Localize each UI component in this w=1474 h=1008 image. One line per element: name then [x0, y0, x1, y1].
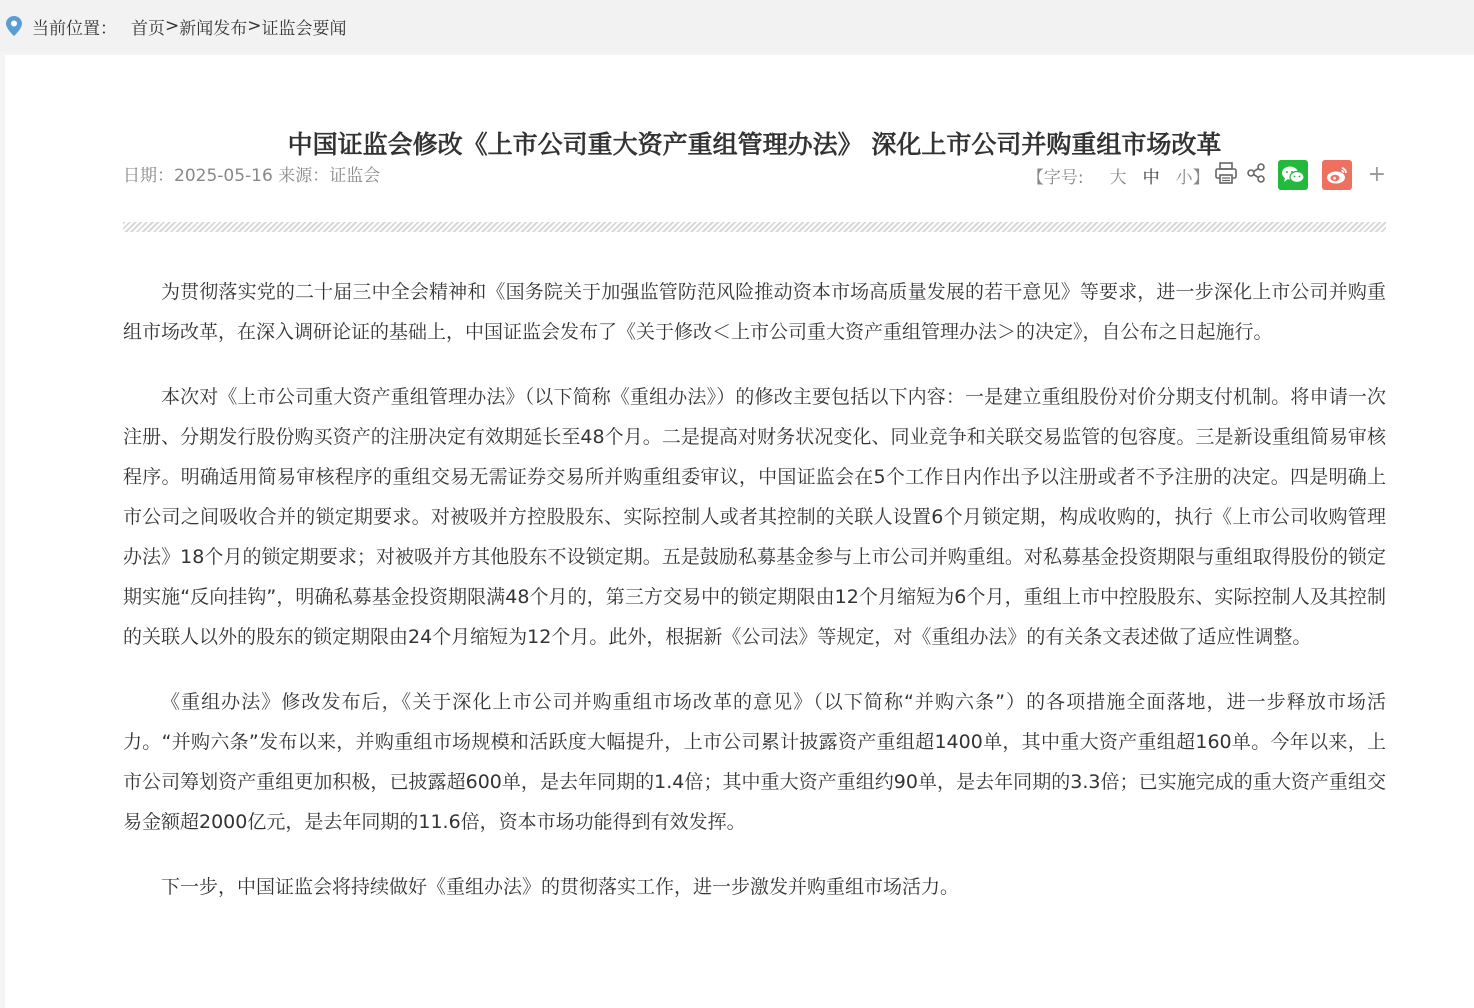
- article-title: 中国证监会修改《上市公司重大资产重组管理办法》 深化上市公司并购重组市场改革: [287, 130, 1222, 159]
- article-paragraph: 本次对《上市公司重大资产重组管理办法》（以下简称《重组办法》）的修改主要包括以下内容：一是建立重组股份对价分期支付机制。将申请一次注册、分期发行股份购买资产的注册决定有效期延长至48个月。二是提高对财务状况变化、同业竞争和关联交易监管的包容度。三是新设重组简易审核程序。明确适用简易审核程序的重组交易无需证券交易所并购重组委审议，中国证监会在5个工作日内作出予以注册或者不予注册的决定。四是明确上市公司之间吸收合并的锁定期要求。对被吸并方控股股东、实际控制人或者其控制的关联人设置6个月锁定期，构成收购的，执行《上市公司收购管理办法》18个月的锁定期要求；对被吸并方其他股东不设锁定期。五是鼓励私募基金参与上市公司并购重组。对私募基金投资期限与重组取得股份的锁定期实施“反向挂钩”，明确私募基金投资期限满48个月的，第三方交易中的锁定期限由12个月缩短为6个月，重组上市中控股股东、实际控制人及其控制的关联人以外的股东的锁定期限由24个月缩短为12个月。此外，根据新《公司法》等规定，对《重组办法》的有关条文表述做了适应性调整。: [123, 386, 1386, 648]
- main-content-panel: [5, 55, 1474, 1008]
- font-size-close: 】: [1192, 167, 1210, 188]
- title-divider: [123, 222, 1386, 232]
- breadcrumb-csrc-news[interactable]: 证监会要闻: [261, 18, 347, 39]
- breadcrumb-separator: >: [247, 16, 262, 36]
- article-paragraph: 下一步，中国证监会将持续做好《重组办法》的贯彻落实工作，进一步激发并购重组市场活力。: [161, 876, 960, 898]
- article-body: [123, 272, 1386, 932]
- weibo-icon[interactable]: [1322, 160, 1352, 190]
- font-size-medium[interactable]: 中: [1142, 167, 1160, 188]
- location-pin-icon: [6, 16, 22, 36]
- location-bar: [0, 0, 1474, 52]
- font-size-label: 【字号:: [1026, 167, 1084, 188]
- article-paragraph: 为贯彻落实党的二十届三中全会精神和《国务院关于加强监管防范风险推动资本市场高质量发展的若干意见》等要求，进一步深化上市公司并购重组市场改革，在深入调研论证的基础上，中国证监会发布了《关于修改＜上市公司重大资产重组管理办法＞的决定》，自公布之日起施行。: [123, 281, 1386, 343]
- font-size-large[interactable]: 大: [1109, 167, 1127, 188]
- article-paragraph: 《重组办法》修改发布后，《关于深化上市公司并购重组市场改革的意见》（以下简称“并购六条”）的各项措施全面落地，进一步释放市场活力。“并购六条”发布以来，并购重组市场规模和活跃度大幅提升，上市公司累计披露资产重组超1400单，其中重大资产重组超160单。今年以来，上市公司筹划资产重组更加积极，已披露超600单，是去年同期的1.4倍；其中重大资产重组约90单，是去年同期的3.3倍；已实施完成的重大资产重组交易金额超2000亿元，是去年同期的11.6倍，资本市场功能得到有效发挥。: [123, 691, 1386, 833]
- wechat-icon[interactable]: [1278, 160, 1308, 190]
- share-icon[interactable]: [1246, 163, 1266, 188]
- breadcrumb-home[interactable]: 首页: [131, 18, 165, 39]
- location-label: 当前位置：: [32, 18, 117, 39]
- article-meta: 日期：2025-05-16 来源：证监会: [123, 166, 381, 186]
- breadcrumb-news-release[interactable]: 新闻发布: [179, 18, 248, 39]
- font-size-small[interactable]: 小: [1175, 167, 1193, 188]
- more-share-button[interactable]: +: [1367, 162, 1386, 187]
- article-toolbar: [1027, 159, 1386, 191]
- breadcrumb-separator: >: [165, 16, 180, 36]
- print-icon[interactable]: [1214, 162, 1238, 189]
